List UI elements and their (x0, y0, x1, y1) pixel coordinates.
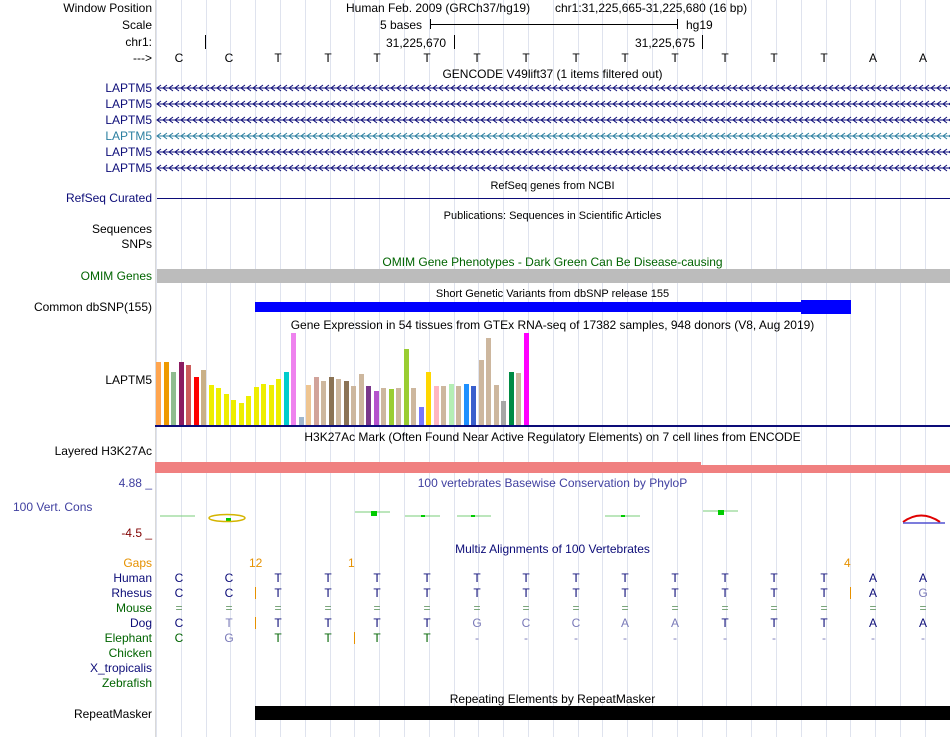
gtex-tissue-bar[interactable] (291, 333, 296, 425)
phylop-plot[interactable] (155, 505, 950, 529)
insertion-marker (850, 587, 851, 599)
gtex-tissue-bar[interactable] (351, 386, 356, 425)
alignment-base: T (621, 586, 629, 600)
alignment-base: T (671, 586, 679, 600)
alignment-base: = (721, 601, 729, 615)
gtex-track-title[interactable]: Gene Expression in 54 tissues from GTEx RNA-seq of 17382 samples, 948 donors (V8, Aug 2019) (290, 318, 815, 332)
species-label[interactable]: Dog (129, 616, 152, 630)
alignment-base: A (620, 616, 629, 630)
gencode-transcript[interactable] (155, 131, 950, 141)
alignment-base: = (621, 601, 629, 615)
alignment-base: T (274, 631, 282, 645)
gtex-tissue-bar[interactable] (524, 333, 529, 425)
gtex-tissue-bar[interactable] (201, 370, 206, 425)
grid-line (900, 0, 901, 737)
gtex-tissue-bar[interactable] (209, 385, 214, 425)
alignment-base: G (224, 631, 234, 645)
base-letter: T (373, 51, 381, 65)
alignment-base: T (770, 571, 778, 585)
gtex-tissue-bar[interactable] (389, 389, 394, 425)
alignment-base: A (868, 586, 877, 600)
gtex-tissue-bar[interactable] (359, 374, 364, 425)
base-letter: T (324, 51, 332, 65)
alignment-base: T (473, 586, 481, 600)
alignment-base: C (224, 586, 234, 600)
base-letter: C (224, 51, 234, 65)
alignment-base: = (919, 601, 927, 615)
gtex-tissue-bar[interactable] (479, 360, 484, 425)
multiz-track-title[interactable]: Multiz Alignments of 100 Vertebrates (455, 542, 650, 556)
alignment-base: T (572, 571, 580, 585)
omim-track-title[interactable]: OMIM Gene Phenotypes - Dark Green Can Be Disease-causing (382, 255, 723, 269)
cons-label[interactable]: 100 Vert. Cons (13, 500, 93, 514)
alignment-base: G (918, 586, 928, 600)
alignment-base: A (868, 616, 877, 630)
alignment-base: A (918, 571, 927, 585)
alignment-base: = (820, 601, 828, 615)
alignment-base: T (324, 616, 332, 630)
ruler-tick-3 (702, 35, 703, 49)
snps-label[interactable]: SNPs (121, 237, 152, 251)
alignment-base: T (373, 616, 381, 630)
gencode-transcript[interactable] (155, 99, 950, 109)
grid-line (801, 0, 802, 737)
gtex-tissue-bar[interactable] (299, 417, 304, 425)
dbsnp-variant-thick[interactable] (801, 300, 851, 314)
alignment-base: T (274, 571, 282, 585)
repeatmasker-track-title[interactable]: Repeating Elements by RepeatMasker (449, 692, 656, 706)
gtex-tissue-bar[interactable] (329, 377, 334, 425)
grid-line (354, 0, 355, 737)
alignment-base: = (572, 601, 580, 615)
alignment-base: = (869, 601, 877, 615)
coord-1: 31,225,670 (386, 36, 447, 50)
alignment-base: - (574, 631, 578, 645)
alignment-base: T (721, 616, 729, 630)
alignment-base: C (571, 616, 581, 630)
gtex-tissue-bar[interactable] (321, 381, 326, 425)
base-letter: T (671, 51, 679, 65)
gtex-gene-label[interactable]: LAPTM5 (105, 373, 152, 387)
alignment-base: T (770, 616, 778, 630)
alignment-base: T (373, 571, 381, 585)
species-label[interactable]: Elephant (104, 631, 152, 645)
cons-max-label: 4.88 _ (118, 476, 152, 490)
alignment-base: - (871, 631, 875, 645)
gap-count: 12 (249, 556, 263, 570)
gtex-tissue-bar[interactable] (186, 365, 191, 425)
refseq-track-title[interactable]: RefSeq genes from NCBI (490, 180, 615, 192)
layered-h3k27ac-label[interactable]: Layered H3K27Ac (54, 444, 152, 458)
base-letter: A (918, 51, 927, 65)
gtex-tissue-bar[interactable] (194, 377, 199, 425)
sequences-label[interactable]: Sequences (91, 222, 152, 236)
gtex-tissue-bar[interactable] (179, 362, 184, 425)
gtex-tissue-bar[interactable] (254, 387, 259, 425)
alignment-base: T (721, 586, 729, 600)
gtex-tissue-bar[interactable] (464, 384, 469, 425)
grid-line (553, 0, 554, 737)
alignment-base: T (522, 586, 530, 600)
alignment-base: - (772, 631, 776, 645)
omim-bar[interactable] (157, 269, 950, 283)
gencode-transcript[interactable] (155, 163, 950, 173)
scale-bar-right-tick (677, 19, 678, 29)
base-letter: A (868, 51, 877, 65)
dbsnp-variant-bar[interactable] (255, 302, 801, 312)
gtex-tissue-bar[interactable] (419, 407, 424, 425)
gtex-tissue-bar[interactable] (449, 384, 454, 425)
h3k27ac-signal[interactable] (155, 465, 950, 473)
alignment-base: T (473, 571, 481, 585)
alignment-base: T (324, 571, 332, 585)
gtex-tissue-bar[interactable] (404, 349, 409, 425)
alignment-base: T (324, 586, 332, 600)
gap-count: 1 (348, 556, 355, 570)
gtex-tissue-bar[interactable] (516, 373, 521, 425)
phylop-track-title[interactable]: 100 vertebrates Basewise Conservation by PhyloP (417, 476, 688, 490)
gtex-tissue-bar[interactable] (494, 385, 499, 425)
omim-label[interactable]: OMIM Genes (80, 269, 152, 283)
gtex-tissue-bar[interactable] (336, 379, 341, 425)
base-letter: T (423, 51, 431, 65)
h3k27ac-track-title[interactable]: H3K27Ac Mark (Often Found Near Active Regulatory Elements) on 7 cell lines from ENCODE (304, 430, 801, 444)
gtex-tissue-bar[interactable] (441, 386, 446, 425)
species-label[interactable]: Zebrafish (101, 676, 152, 690)
alignment-base: T (423, 571, 431, 585)
grid-line (602, 0, 603, 737)
repeatmasker-element[interactable] (255, 706, 950, 720)
refseq-gene-line[interactable] (157, 198, 950, 199)
alignment-base: T (423, 586, 431, 600)
gaps-label: Gaps (123, 556, 152, 570)
grid-line (850, 0, 851, 737)
alignment-base: A (918, 616, 927, 630)
gtex-tissue-bar[interactable] (216, 388, 221, 425)
gtex-tissue-bar[interactable] (366, 386, 371, 425)
alignment-base: - (822, 631, 826, 645)
gencode-transcript[interactable] (155, 115, 950, 125)
scale-bar-left-tick (430, 19, 431, 29)
coord-2: 31,225,675 (635, 36, 696, 50)
alignment-base: T (770, 586, 778, 600)
alignment-base: T (324, 631, 332, 645)
alignment-base: A (670, 616, 679, 630)
insertion-marker (354, 632, 355, 644)
gtex-tissue-bar[interactable] (269, 385, 274, 425)
gtex-tissue-bar[interactable] (411, 388, 416, 425)
alignment-base: T (423, 631, 431, 645)
scale-bar (430, 24, 677, 25)
base-letter: T (572, 51, 580, 65)
scale-text: 5 bases (380, 18, 423, 32)
base-letter: T (274, 51, 282, 65)
alignment-base: T (522, 571, 530, 585)
scale-label: Scale (121, 18, 152, 32)
alignment-base: C (174, 586, 184, 600)
alignment-base: T (820, 616, 828, 630)
alignment-base: - (921, 631, 925, 645)
gtex-tissue-bar[interactable] (276, 379, 281, 425)
species-label[interactable]: Human (113, 571, 152, 585)
ruler-tick-1 (205, 35, 206, 49)
alignment-base: T (274, 586, 282, 600)
alignment-base: = (274, 601, 282, 615)
alignment-base: C (174, 631, 184, 645)
gencode-transcript-label[interactable]: LAPTM5 (105, 81, 152, 95)
gtex-tissue-bar[interactable] (434, 386, 439, 425)
dbsnp-track-title[interactable]: Short Genetic Variants from dbSNP release 155 (435, 288, 670, 300)
alignment-base: T (373, 631, 381, 645)
alignment-base: T (671, 571, 679, 585)
insertion-marker (255, 617, 256, 629)
grid-line (206, 0, 207, 737)
alignment-base: C (174, 616, 184, 630)
grid-line (305, 0, 306, 737)
gtex-tissue-bar[interactable] (314, 377, 319, 425)
gtex-tissue-bar[interactable] (239, 403, 244, 425)
gtex-tissue-bar[interactable] (224, 394, 229, 425)
alignment-base: T (274, 616, 282, 630)
alignment-base: - (475, 631, 479, 645)
cons-min-label: -4.5 _ (121, 526, 152, 540)
gencode-transcript-label[interactable]: LAPTM5 (105, 145, 152, 159)
gtex-tissue-bar[interactable] (509, 372, 514, 425)
gtex-tissue-bar[interactable] (344, 381, 349, 425)
alignment-base: = (225, 601, 233, 615)
alignment-base: = (671, 601, 679, 615)
alignment-base: T (621, 571, 629, 585)
alignment-base: T (423, 616, 431, 630)
species-label[interactable]: Chicken (108, 646, 152, 660)
alignment-base: - (673, 631, 677, 645)
repeatmasker-label[interactable]: RepeatMasker (73, 707, 152, 721)
gtex-tissue-bar[interactable] (456, 386, 461, 425)
gap-count: 4 (844, 556, 851, 570)
gtex-tissue-bar[interactable] (164, 362, 169, 425)
gencode-transcript-label[interactable]: LAPTM5 (105, 161, 152, 175)
gtex-tissue-bar[interactable] (381, 388, 386, 425)
gtex-tissue-bar[interactable] (156, 362, 161, 425)
base-letter: T (522, 51, 530, 65)
chrom-label: chr1: (125, 35, 152, 49)
alignment-base: T (721, 571, 729, 585)
gtex-tissue-bar[interactable] (306, 385, 311, 425)
alignment-base: C (224, 571, 234, 585)
gtex-tissue-bar[interactable] (284, 372, 289, 425)
insertion-marker (255, 587, 256, 599)
gtex-tissue-bar[interactable] (231, 400, 236, 425)
scale-db: hg19 (686, 18, 713, 32)
gtex-tissue-bar[interactable] (171, 372, 176, 425)
gtex-tissue-bar[interactable] (501, 401, 506, 425)
alignment-base: - (524, 631, 528, 645)
strand-label: ---> (133, 51, 152, 65)
gencode-track-title[interactable]: GENCODE V49lift37 (1 items filtered out) (442, 67, 663, 81)
alignment-base: = (175, 601, 183, 615)
alignment-base: = (770, 601, 778, 615)
gencode-transcript-label[interactable]: LAPTM5 (105, 97, 152, 111)
gtex-tissue-bar[interactable] (426, 372, 431, 425)
gencode-transcript-label[interactable]: LAPTM5 (105, 113, 152, 127)
grid-line (751, 0, 752, 737)
grid-line (503, 0, 504, 737)
gencode-transcript[interactable] (155, 83, 950, 93)
ruler-tick-2 (454, 35, 455, 49)
alignment-base: T (820, 586, 828, 600)
base-letter: T (473, 51, 481, 65)
grid-line (702, 0, 703, 737)
gtex-baseline (155, 425, 950, 427)
alignment-base: = (473, 601, 481, 615)
alignment-base: - (623, 631, 627, 645)
window-position-label: Window Position (63, 1, 152, 15)
gtex-tissue-bar[interactable] (374, 391, 379, 425)
common-dbsnp-label[interactable]: Common dbSNP(155) (33, 300, 152, 314)
gtex-tissue-bar[interactable] (396, 388, 401, 425)
base-letter: T (621, 51, 629, 65)
species-label[interactable]: X_tropicalis (89, 661, 152, 675)
alignment-base: T (225, 616, 233, 630)
gtex-tissue-bar[interactable] (471, 386, 476, 425)
alignment-base: A (868, 571, 877, 585)
alignment-base: = (373, 601, 381, 615)
alignment-base: C (174, 571, 184, 585)
refseq-label[interactable]: RefSeq Curated (65, 191, 152, 205)
gencode-transcript[interactable] (155, 147, 950, 157)
alignment-base: G (472, 616, 482, 630)
publications-track-title[interactable]: Publications: Sequences in Scientific Articles (443, 210, 662, 222)
gencode-transcript-label[interactable]: LAPTM5 (105, 129, 152, 143)
gtex-tissue-bar[interactable] (486, 338, 491, 425)
grid-line (652, 0, 653, 737)
gtex-tissue-bar[interactable] (261, 384, 266, 425)
gtex-tissue-bar[interactable] (246, 396, 251, 425)
alignment-base: = (522, 601, 530, 615)
alignment-base: T (373, 586, 381, 600)
position-text: chr1:31,225,665-31,225,680 (16 bp) (555, 1, 748, 15)
grid-line (454, 0, 455, 737)
alignment-base: = (423, 601, 431, 615)
species-label[interactable]: Mouse (115, 601, 152, 615)
alignment-base: C (521, 616, 531, 630)
base-letter: T (721, 51, 729, 65)
alignment-base: - (723, 631, 727, 645)
alignment-base: = (324, 601, 332, 615)
alignment-base: T (572, 586, 580, 600)
alignment-base: T (820, 571, 828, 585)
base-letter: T (770, 51, 778, 65)
base-letter: T (820, 51, 828, 65)
base-letter: C (174, 51, 184, 65)
assembly-text: Human Feb. 2009 (GRCh37/hg19) (346, 1, 531, 15)
species-label[interactable]: Rhesus (111, 586, 152, 600)
